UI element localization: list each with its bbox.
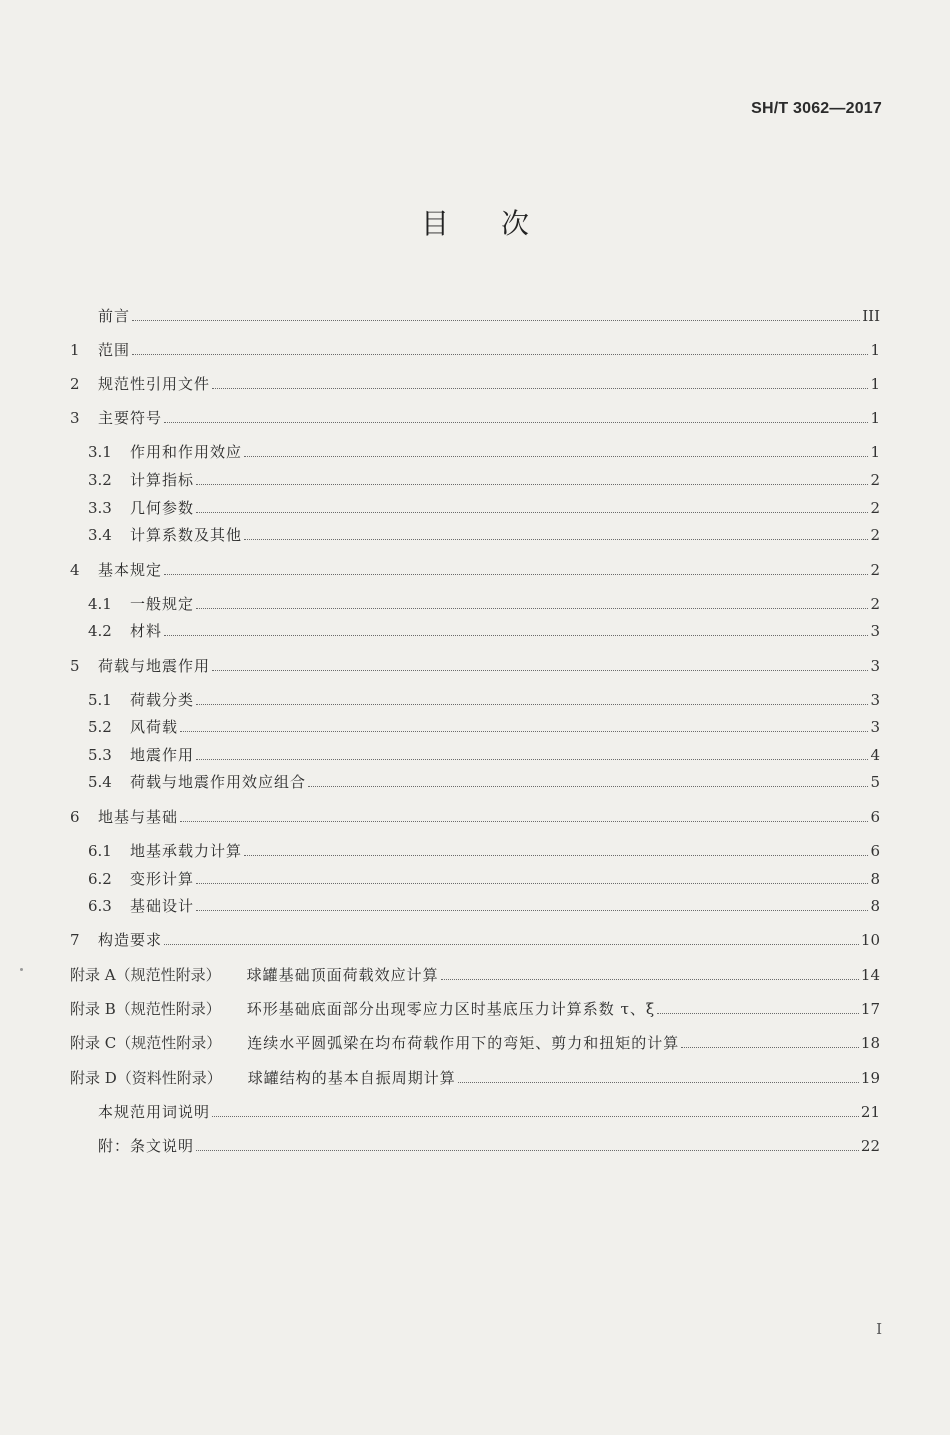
toc-entry-page: 10: [860, 931, 880, 949]
dot-leader: [212, 387, 868, 389]
toc-entry[interactable]: [70, 961, 880, 985]
toc-entry[interactable]: [70, 768, 880, 792]
toc-entry-number: 3: [70, 409, 80, 427]
toc-entry-page: 5: [870, 773, 880, 791]
toc-entry-title: 规范性引用文件: [98, 375, 211, 393]
dot-leader: [212, 1115, 859, 1117]
toc-entry-title: 范围: [98, 341, 131, 359]
toc-entry-page: 6: [870, 842, 880, 860]
page-title: 目次: [420, 207, 581, 240]
toc-entry-number: 6.3: [88, 897, 112, 915]
toc-entry[interactable]: [70, 590, 880, 614]
dot-leader: [164, 421, 868, 423]
page-number: I: [876, 1320, 882, 1338]
dot-leader: [308, 785, 868, 787]
toc-entry-page: 14: [860, 966, 880, 984]
toc-entry-title: 几何参数: [130, 499, 195, 517]
dot-leader: [196, 882, 868, 884]
toc-entry[interactable]: [70, 438, 880, 462]
document-code: SH/T 3062—2017: [751, 100, 882, 117]
dot-leader: [164, 573, 868, 575]
toc-entry[interactable]: [70, 1098, 880, 1122]
toc-entry-page: 1: [870, 375, 880, 393]
toc-entry[interactable]: [70, 803, 880, 827]
toc-entry-number: 5.2: [88, 718, 112, 736]
toc-entry[interactable]: [70, 1029, 880, 1053]
toc-entry-title: 一般规定: [130, 595, 195, 613]
toc-entry-title: 本规范用词说明: [98, 1103, 211, 1121]
dot-leader: [441, 978, 859, 980]
toc-entry-number: 7: [70, 931, 80, 949]
dot-leader: [196, 703, 868, 705]
toc-entry-page: 1: [870, 443, 880, 461]
toc-entry-title: 连续水平圆弧梁在均布荷载作用下的弯矩、剪力和扭矩的计算: [247, 1034, 680, 1052]
dot-leader: [196, 607, 868, 609]
toc-entry-title: 地基与基础: [98, 808, 179, 826]
toc-entry-page: 1: [870, 409, 880, 427]
toc-entry-number: 6.2: [88, 870, 112, 888]
toc-entry[interactable]: [70, 1132, 880, 1156]
toc-entry-page: III: [862, 307, 880, 325]
dot-leader: [458, 1081, 859, 1083]
toc-entry-page: 19: [860, 1069, 880, 1087]
toc-entry[interactable]: [70, 995, 880, 1019]
toc-entry-title: 球罐结构的基本自振周期计算: [247, 1069, 456, 1087]
toc-entry-title: 地震作用: [130, 746, 195, 764]
dot-leader: [244, 455, 868, 457]
toc-entry[interactable]: [70, 686, 880, 710]
dot-leader: [196, 511, 868, 513]
toc-entry-page: 2: [870, 499, 880, 517]
toc-entry-number: 6: [70, 808, 80, 826]
toc-entry-number: 5.3: [88, 746, 112, 764]
toc-entry-title: 变形计算: [130, 870, 195, 888]
toc-entry-title: 计算指标: [130, 471, 195, 489]
toc-entry[interactable]: [70, 652, 880, 676]
toc-entry-number: 5: [70, 657, 80, 675]
dot-leader: [244, 538, 868, 540]
toc-entry-page: 3: [870, 657, 880, 675]
dot-leader: [196, 909, 868, 911]
toc-entry-title: 环形基础底面部分出现零应力区时基底压力计算系数 τ、ξ: [246, 1000, 656, 1018]
toc-entry-number: 3.1: [88, 443, 112, 461]
toc-entry-page: 21: [860, 1103, 880, 1121]
scan-speck: [20, 968, 23, 971]
toc-entry-page: 22: [860, 1137, 880, 1155]
toc-entry-title: 主要符号: [98, 409, 163, 427]
toc-entry-title: 构造要求: [98, 931, 163, 949]
toc-entry[interactable]: [70, 466, 880, 490]
toc-entry-title: 材料: [130, 622, 163, 640]
dot-leader: [164, 634, 868, 636]
toc-entry[interactable]: [70, 892, 880, 916]
dot-leader: [180, 730, 868, 732]
toc-entry-number: 1: [70, 341, 80, 359]
toc-entry[interactable]: [70, 521, 880, 545]
dot-leader: [132, 353, 868, 355]
toc-entry-title: 作用和作用效应: [130, 443, 243, 461]
toc-entry-page: 2: [870, 526, 880, 544]
dot-leader: [657, 1012, 859, 1014]
toc-entry-page: 18: [860, 1034, 880, 1052]
toc-entry-number: 6.1: [88, 842, 112, 860]
toc-entry-number: 附录 B（规范性附录）: [70, 1000, 221, 1018]
dot-leader: [180, 820, 868, 822]
dot-leader: [681, 1046, 859, 1048]
toc-entry-page: 3: [870, 718, 880, 736]
toc-entry-title: 附：条文说明: [98, 1137, 195, 1155]
toc-entry[interactable]: [70, 1064, 880, 1088]
toc-entry-title: 荷载分类: [130, 691, 195, 709]
toc-entry-page: 3: [870, 622, 880, 640]
toc-entry-title: 基本规定: [98, 561, 163, 579]
toc-entry-title: 计算系数及其他: [130, 526, 243, 544]
toc-entry[interactable]: [70, 404, 880, 428]
toc-entry-number: 附录 C（规范性附录）: [70, 1034, 222, 1052]
toc-entry-page: 17: [860, 1000, 880, 1018]
toc-entry-number: 3.3: [88, 499, 112, 517]
toc-entry-page: 1: [870, 341, 880, 359]
toc-entry[interactable]: [70, 926, 880, 950]
toc-entry[interactable]: [70, 837, 880, 861]
toc-entry-page: 8: [870, 897, 880, 915]
toc-entry-page: 2: [870, 595, 880, 613]
toc-entry-page: 6: [870, 808, 880, 826]
toc-entry[interactable]: [70, 370, 880, 394]
dot-leader: [212, 669, 868, 671]
toc-entry-title: 荷载与地震作用效应组合: [130, 773, 307, 791]
toc-entry[interactable]: [70, 741, 880, 765]
toc-entry-number: 3.2: [88, 471, 112, 489]
dot-leader: [196, 483, 868, 485]
toc-entry[interactable]: [70, 713, 880, 737]
dot-leader: [196, 1149, 859, 1151]
toc-entry-page: 3: [870, 691, 880, 709]
toc-entry[interactable]: [70, 336, 880, 360]
dot-leader: [244, 854, 868, 856]
toc-entry-number: 4.2: [88, 622, 112, 640]
dot-leader: [164, 943, 859, 945]
dot-leader: [196, 758, 868, 760]
toc-entry-number: 附录 D（资料性附录）: [70, 1069, 222, 1087]
toc-entry[interactable]: [70, 617, 880, 641]
toc-entry-page: 2: [870, 471, 880, 489]
toc-entry-page: 4: [870, 746, 880, 764]
toc-entry-number: 附录 A（规范性附录）: [70, 966, 221, 984]
toc-entry-page: 8: [870, 870, 880, 888]
toc-entry-title: 地基承载力计算: [130, 842, 243, 860]
toc-entry-title: 前言: [98, 307, 131, 325]
toc-entry[interactable]: [70, 865, 880, 889]
toc-entry-title: 基础设计: [130, 897, 195, 915]
toc-entry[interactable]: [70, 556, 880, 580]
toc-entry-page: 2: [870, 561, 880, 579]
toc-entry-title: 风荷载: [130, 718, 179, 736]
toc-entry-title: 球罐基础顶面荷载效应计算: [246, 966, 439, 984]
toc-entry[interactable]: [70, 494, 880, 518]
toc-entry-number: 3.4: [88, 526, 112, 544]
toc-entry-number: 5.4: [88, 773, 112, 791]
toc-entry-number: 5.1: [88, 691, 112, 709]
toc-entry-number: 4.1: [88, 595, 112, 613]
toc-entry-number: 4: [70, 561, 80, 579]
toc-entry[interactable]: [70, 302, 880, 326]
toc-entry-number: 2: [70, 375, 80, 393]
dot-leader: [132, 319, 860, 321]
toc-entry-title: 荷载与地震作用: [98, 657, 211, 675]
